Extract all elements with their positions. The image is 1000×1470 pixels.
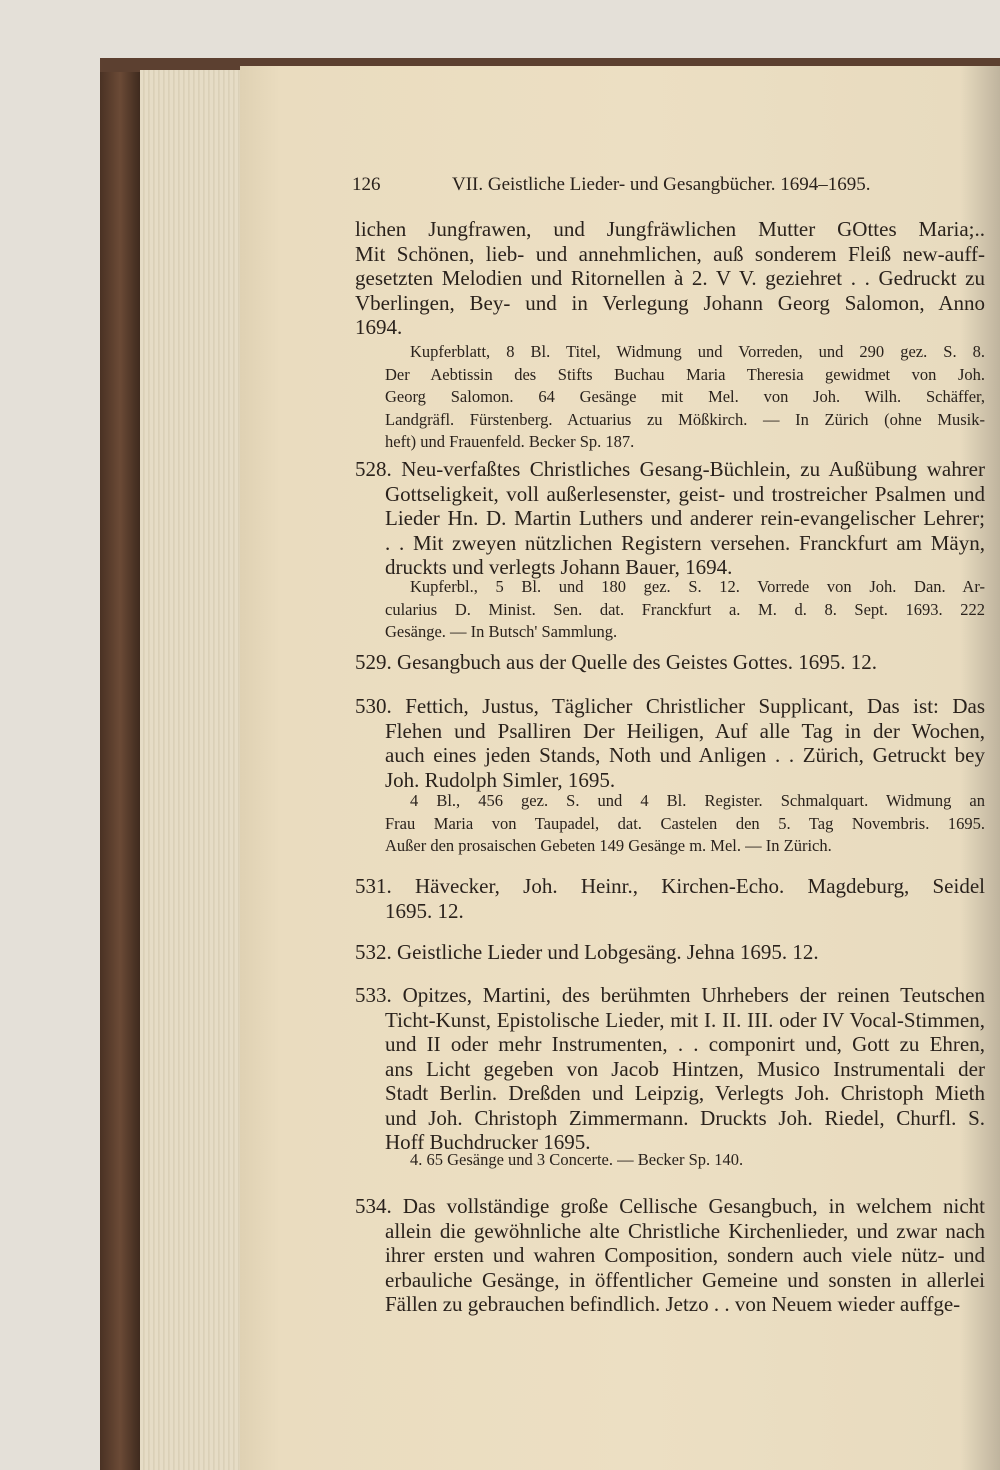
entry-534-title-line: ihrer ersten und wahren Composition, sondern auch viele nütz- und (385, 1243, 985, 1267)
entry-534-title-line: 534. Das vollständige große Cellische Gesangbuch, in welchem nicht (355, 1194, 985, 1218)
page-number: 126 (352, 174, 381, 195)
continuation-note-line: heft) und Frauenfeld. Becker Sp. 187. (385, 432, 635, 451)
page-stack-edges (140, 70, 245, 1470)
continuation-title-line: Vberlingen, Bey- und in Verlegung Johann Georg Salomon, Anno (355, 290, 985, 315)
continuation-title-line: Mit Schönen, lieb- und annehmlichen, auß sonderem Fleiß new-auff- (355, 241, 985, 266)
entry-530-title-line: 530. Fettich, Justus, Täglicher Christlicher Supplicant, Das ist: Das (355, 694, 985, 718)
entry-530-note-line: 4 Bl., 456 gez. S. und 4 Bl. Register. Schmalquart. Widmung an (410, 791, 985, 810)
entry-533-title-line: und Joh. Christoph Zimmermann. Druckts Joh. Riedel, Churfl. S. (385, 1105, 985, 1130)
entry-528-note-line: cularius D. Minist. Sen. dat. Franckfurt a. M. d. 8. Sept. 1693. 222 (385, 599, 985, 619)
entry-533-title-line: und II oder mehr Instrumenten, . . componirt und, Gott zu Ehren, (385, 1032, 985, 1056)
entry-530-note-line: Außer den prosaischen Gebeten 149 Gesänge m. Mel. — In Zürich. (385, 836, 832, 855)
continuation-title-line: gesetzten Melodien und Ritornellen à 2. V V. geziehret . . Gedruckt zu (355, 266, 985, 290)
entry-533-note-line: 4. 65 Gesänge und 3 Concerte. — Becker Sp. 140. (410, 1150, 744, 1169)
continuation-note-line: Landgräfl. Fürstenberg. Actuarius zu Mößkirch. — In Zürich (ohne Musik- (385, 409, 985, 429)
entry-533-title-line: ans Licht gegeben von Jacob Hintzen, Musico Instrumentali der (385, 1056, 985, 1081)
entry-530-title-line: auch eines jeden Stands, Noth und Anligen . . Zürich, Getruckt bey (385, 743, 985, 767)
entry-534-title-line: allein die gewöhnliche alte Christliche Kirchenlieder, und zwar nach (385, 1218, 985, 1243)
continuation-note-line: Georg Salomon. 64 Gesänge mit Mel. von Joh. Wilh. Schäffer, (385, 387, 985, 406)
entry-531-title-line: 1695. 12. (385, 898, 464, 923)
entry-528-title-line: druckts und verlegts Johann Bauer, 1694. (385, 555, 733, 579)
entry-533-title-line: 533. Opitzes, Martini, des berühmten Uhrhebers der reinen Teutschen (355, 983, 985, 1007)
entry-528-title-line: Lieder Hn. D. Martin Luthers und anderer rein-evangelischer Lehrer; (385, 506, 985, 530)
continuation-title-line: lichen Jungfrawen, und Jungfräwlichen Mutter GOttes Maria;.. (355, 217, 985, 241)
continuation-note-line: Kupferblatt, 8 Bl. Titel, Widmung und Vorreden, und 290 gez. S. 8. (410, 342, 985, 361)
entry-528-note-line: Kupferbl., 5 Bl. und 180 gez. S. 12. Vorrede von Joh. Dan. Ar- (410, 577, 985, 596)
entry-533-title-line: Ticht-Kunst, Epistolische Lieder, mit I. II. III. oder IV Vocal-Stimmen, (385, 1007, 985, 1032)
entry-533-title-line: Hoff Buchdrucker 1695. (385, 1130, 591, 1154)
entry-528-title-line: . . Mit zweyen nützlichen Registern versehen. Franckfurt am Mäyn, (385, 530, 985, 555)
continuation-note-line: Der Aebtissin des Stifts Buchau Maria Theresia gewidmet von Joh. (385, 364, 985, 384)
continuation-title-line: 1694. (355, 315, 403, 339)
entry-528-title-line: Gottseligkeit, voll außerlesenster, geist- und trostreicher Psalmen und (385, 481, 985, 506)
entry-534-title-line: erbauliche Gesänge, in öffentlicher Gemeine und sonsten in allerlei (385, 1267, 985, 1292)
entry-530-note-line: Frau Maria von Taupadel, dat. Castelen den 5. Tag Novembris. 1695. (385, 813, 985, 833)
running-title: VII. Geistliche Lieder- und Gesangbücher. 1694–1695. (452, 174, 871, 195)
entry-529-title-line: 529. Gesangbuch aus der Quelle des Geistes Gottes. 1695. 12. (355, 650, 877, 674)
entry-534-title-line: Fällen zu gebrauchen befindlich. Jetzo . . von Neuem wieder auffge- (385, 1292, 961, 1316)
entry-533-title-line: Stadt Berlin. Dreßden und Leipzig, Verlegts Joh. Christoph Mieth (385, 1081, 985, 1105)
entry-530-title-line: Joh. Rudolph Simler, 1695. (385, 767, 616, 792)
entry-528-title-line: 528. Neu-verfaßtes Christliches Gesang-Büchlein, zu Außübung wahrer (355, 457, 985, 481)
entry-530-title-line: Flehen und Psalliren Der Heiligen, Auf alle Tag in der Wochen, (385, 718, 985, 743)
entry-531-title-line: 531. Hävecker, Joh. Heinr., Kirchen-Echo. Magdeburg, Seidel (355, 874, 985, 898)
entry-532-title-line: 532. Geistliche Lieder und Lobgesäng. Jehna 1695. 12. (355, 940, 819, 964)
entry-528-note-line: Gesänge. — In Butsch' Sammlung. (385, 622, 618, 641)
